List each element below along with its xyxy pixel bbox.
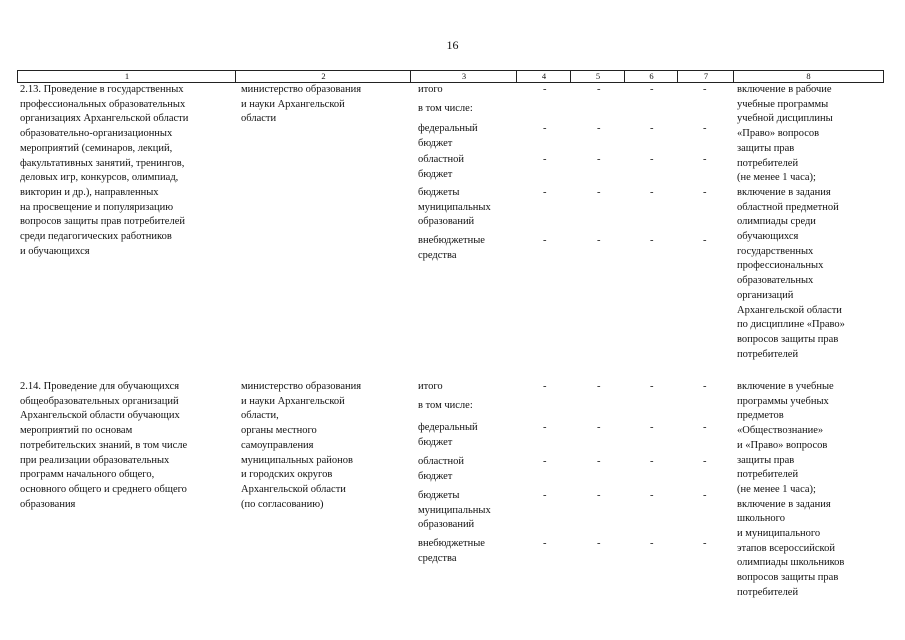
value-col-7: - [703,187,707,198]
table-header-row [17,70,884,82]
measure-title: 2.14. Проведение для обучающихся общеобразовательных организаций Архангельской области обучающих мероприятий по основам потребительских знаний, в том числе при реализации образовательных программ начального общего, основного общего и среднего общего образования [20,381,188,510]
value-col-5: - [597,456,601,467]
value-col-6: - [650,187,654,198]
value-col-7: - [703,538,707,549]
value-col-7: - [703,456,707,467]
value-col-6: - [650,154,654,165]
value-col-6: - [650,456,654,467]
funding-label: бюджеты муниципальных образований [418,490,491,531]
column-header-6: 6 [624,70,678,83]
value-col-4: - [543,84,547,95]
measure-result: включение в учебные программы учебных предметов «Обществознание» и «Право» вопросов защиты прав потребителей (не менее 1 часа); включение в задания школьного и муниципального этапов всероссийской олимпиады школьников вопросов защиты прав потребителей [737,381,845,598]
funding-label: федеральный бюджет [418,422,478,448]
value-col-6: - [650,538,654,549]
funding-label: в том числе: [418,400,473,411]
value-col-7: - [703,154,707,165]
value-col-7: - [703,123,707,134]
column-header-5: 5 [570,70,625,83]
value-col-7: - [703,235,707,246]
measure-title: 2.13. Проведение в государственных профессиональных образовательных организациях Архангельской области образовательно-организационных мероприятий (семинаров, лекций, факультативных занятий, тренингов, деловых игр, конкурсов, олимпиад, викторин и др.), направленных на просвещение и популяризацию вопросов защиты прав потребителей среди педагогических работников и обучающихся [20,84,189,257]
funding-label: бюджеты муниципальных образований [418,187,491,228]
value-col-5: - [597,538,601,549]
funding-label: итого [418,84,443,95]
column-header-8: 8 [733,70,884,83]
value-col-4: - [543,538,547,549]
value-col-5: - [597,154,601,165]
value-col-4: - [543,187,547,198]
value-col-6: - [650,490,654,501]
page-number: 16 [446,38,459,52]
value-col-5: - [597,381,601,392]
value-col-4: - [543,123,547,134]
value-col-6: - [650,235,654,246]
value-col-7: - [703,381,707,392]
value-col-7: - [703,490,707,501]
value-col-4: - [543,490,547,501]
value-col-4: - [543,154,547,165]
funding-label: внебюджетные средства [418,235,485,261]
funding-label: внебюджетные средства [418,538,485,564]
value-col-6: - [650,381,654,392]
column-header-7: 7 [677,70,734,83]
value-col-4: - [543,235,547,246]
value-col-6: - [650,123,654,134]
funding-label: итого [418,381,443,392]
value-col-5: - [597,84,601,95]
value-col-6: - [650,84,654,95]
funding-label: областной бюджет [418,456,464,482]
value-col-5: - [597,123,601,134]
value-col-5: - [597,490,601,501]
value-col-5: - [597,422,601,433]
measure-result: включение в рабочие учебные программы учебной дисциплины «Право» вопросов защиты прав потребителей (не менее 1 часа); включение в задания областной предметной олимпиады среди обучающихся государственных профессиональных образовательных организаций Архангельской области по дисциплине «Право» вопросов защиты прав потребителей [737,84,845,360]
value-col-5: - [597,187,601,198]
funding-label: в том числе: [418,103,473,114]
value-col-7: - [703,422,707,433]
column-header-2: 2 [235,70,411,83]
column-header-3: 3 [410,70,517,83]
funding-label: федеральный бюджет [418,123,478,149]
value-col-4: - [543,456,547,467]
value-col-4: - [543,422,547,433]
value-col-5: - [597,235,601,246]
measure-executor: министерство образования и науки Архангельской области, органы местного самоуправления муниципальных районов и городских округов Архангельской области (по согласованию) [241,381,362,510]
measure-executor: министерство образования и науки Архангельской области [241,84,362,125]
column-header-4: 4 [516,70,571,83]
value-col-6: - [650,422,654,433]
column-header-1: 1 [17,70,236,83]
value-col-4: - [543,381,547,392]
value-col-7: - [703,84,707,95]
funding-label: областной бюджет [418,154,464,180]
